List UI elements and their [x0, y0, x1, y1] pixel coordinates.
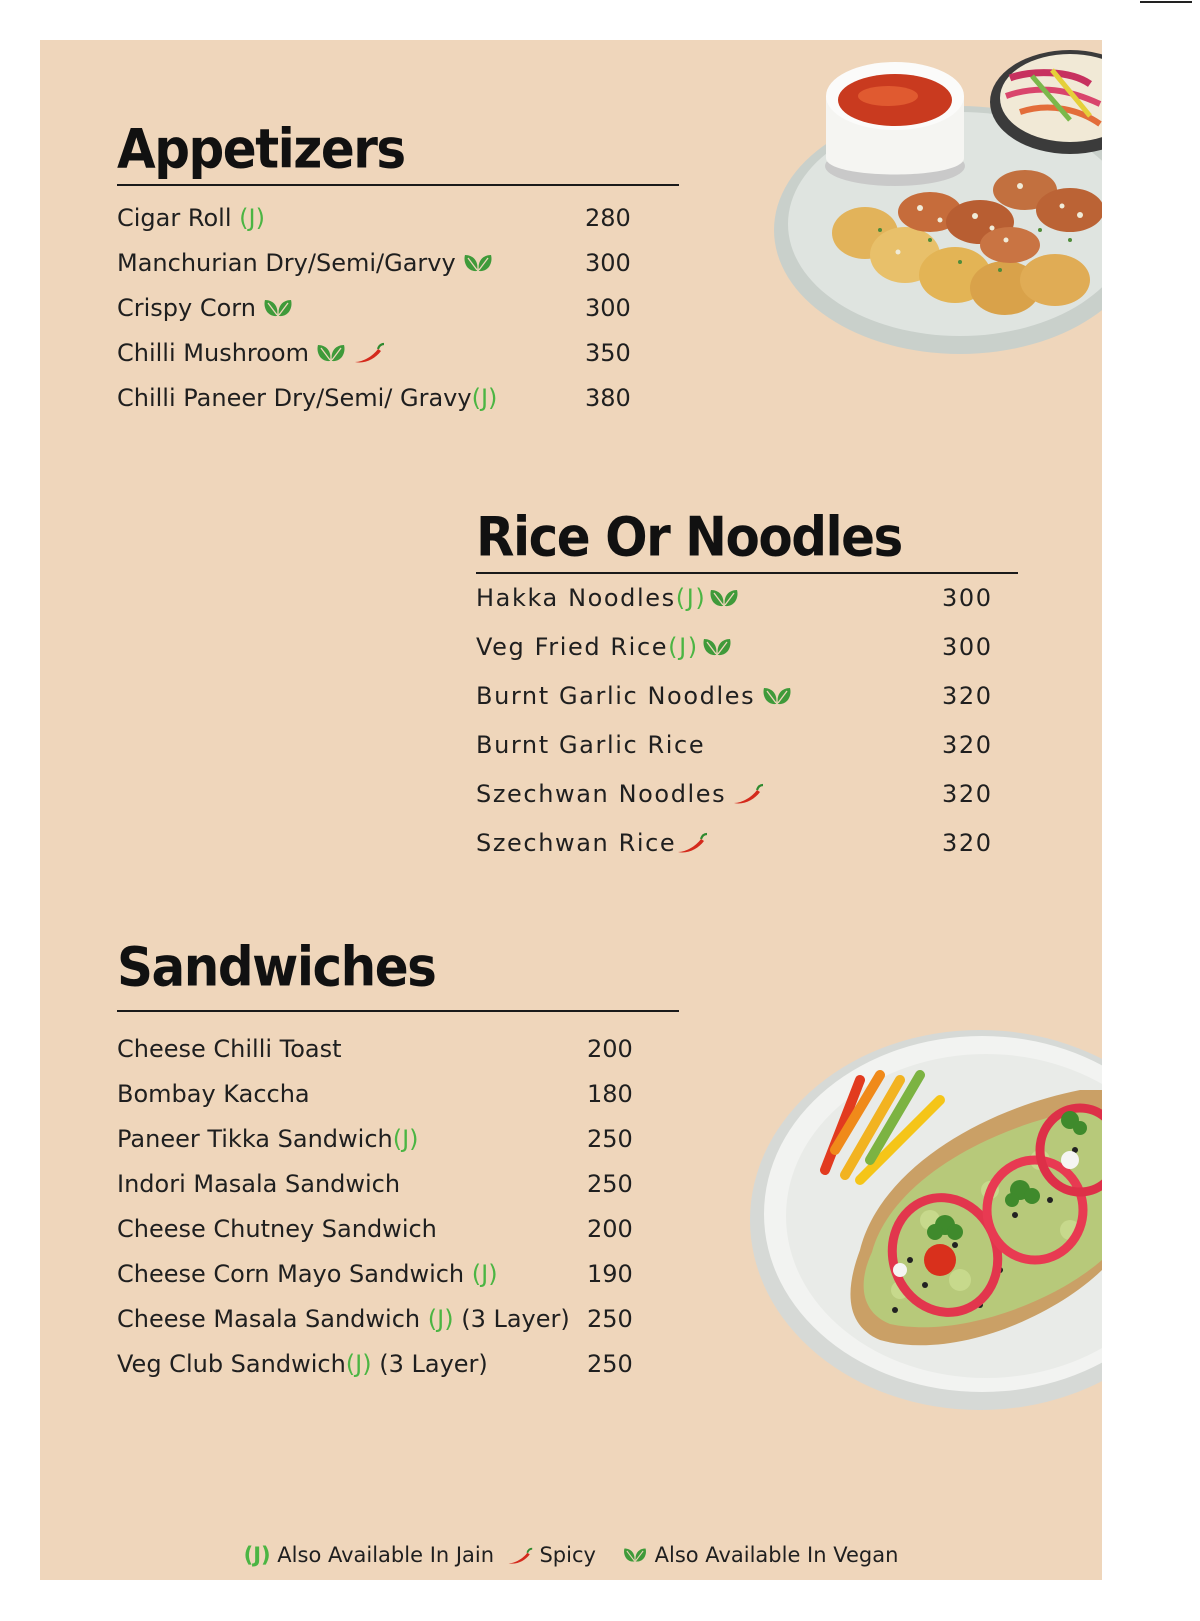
- item-name: Cheese Corn Mayo Sandwich: [117, 1260, 465, 1288]
- item-price: 180: [587, 1080, 633, 1108]
- appetizer-platter-photo: [770, 40, 1102, 370]
- item-price: 250: [587, 1170, 633, 1198]
- item-name: Burnt Garlic Noodles: [476, 682, 756, 710]
- jain-marker: (J): [243, 1543, 271, 1567]
- item-price: 250: [587, 1350, 633, 1378]
- jain-marker: (J): [427, 1305, 454, 1333]
- item-price: 250: [587, 1305, 633, 1333]
- item-name: Veg Fried Rice: [476, 633, 669, 661]
- item-price: 350: [585, 339, 631, 367]
- item-name: Paneer Tikka Sandwich: [117, 1125, 393, 1153]
- leaf-icon: [262, 297, 294, 319]
- item-price: 300: [942, 633, 993, 661]
- item-name: Cigar Roll: [117, 204, 232, 232]
- item-price: 320: [942, 829, 993, 857]
- item-name: Manchurian Dry/Semi/Garvy: [117, 249, 456, 277]
- item-suffix: (3 Layer): [379, 1350, 488, 1378]
- item-suffix: (3 Layer): [461, 1305, 570, 1333]
- leaf-icon: [622, 1545, 648, 1565]
- leaf-icon: [701, 636, 733, 658]
- item-name: Hakka Noodles: [476, 584, 676, 612]
- item-price: 200: [587, 1215, 633, 1243]
- item-name: Crispy Corn: [117, 294, 256, 322]
- item-name: Szechwan Rice: [476, 829, 677, 857]
- item-name: Indori Masala Sandwich: [117, 1170, 401, 1198]
- chili-icon: [507, 1546, 533, 1566]
- item-price: 320: [942, 731, 993, 759]
- item-name: Chilli Mushroom: [117, 339, 309, 367]
- item-name: Cheese Masala Sandwich: [117, 1305, 421, 1333]
- jain-marker: (J): [345, 1350, 372, 1378]
- item-name: Veg Club Sandwich: [117, 1350, 346, 1378]
- leaf-icon: [462, 252, 494, 274]
- corner-rule: [1140, 1, 1192, 3]
- item-name: Cheese Chilli Toast: [117, 1035, 342, 1063]
- menu-page: [40, 40, 1102, 1580]
- item-price: 190: [587, 1260, 633, 1288]
- leaf-icon: [761, 685, 793, 707]
- item-price: 300: [585, 249, 631, 277]
- leaf-icon: [315, 342, 347, 364]
- section-appetizers: [117, 117, 679, 412]
- item-price: 300: [942, 584, 993, 612]
- section-sandwiches: [117, 935, 679, 1378]
- jain-marker: (J): [675, 584, 707, 612]
- jain-marker: (J): [471, 384, 498, 412]
- chili-icon: [732, 782, 764, 806]
- chili-icon: [353, 341, 385, 365]
- item-name: Burnt Garlic Rice: [476, 731, 706, 759]
- section-title: Appetizers: [117, 117, 405, 181]
- item-price: 250: [587, 1125, 633, 1153]
- jain-marker: (J): [471, 1260, 498, 1288]
- item-name: Chilli Paneer Dry/Semi/ Gravy: [117, 384, 472, 412]
- item-price: 380: [585, 384, 631, 412]
- leaf-icon: [708, 587, 740, 609]
- section-divider: [117, 1010, 679, 1012]
- legend: [40, 1543, 1102, 1567]
- legend-jain-text: Also Available In Jain: [277, 1543, 495, 1567]
- legend-vegan-text: Also Available In Vegan: [654, 1543, 899, 1567]
- item-price: 200: [587, 1035, 633, 1063]
- chili-icon: [676, 831, 708, 855]
- legend-spicy-text: Spicy: [539, 1543, 596, 1567]
- section-divider: [117, 184, 679, 186]
- section-divider: [476, 572, 1018, 574]
- sandwich-plate-photo: [750, 1020, 1102, 1420]
- item-name: Szechwan Noodles: [476, 780, 727, 808]
- section-rice-or-noodles: [476, 505, 1018, 857]
- item-price: 320: [942, 780, 993, 808]
- jain-marker: (J): [239, 204, 265, 232]
- item-price: 300: [585, 294, 631, 322]
- item-name: Bombay Kaccha: [117, 1080, 310, 1108]
- jain-marker: (J): [392, 1125, 419, 1153]
- section-title: Sandwiches: [117, 935, 436, 999]
- item-price: 320: [942, 682, 993, 710]
- jain-marker: (J): [668, 633, 699, 661]
- item-name: Cheese Chutney Sandwich: [117, 1215, 437, 1243]
- section-title: Rice Or Noodles: [476, 505, 902, 569]
- item-price: 280: [585, 204, 631, 232]
